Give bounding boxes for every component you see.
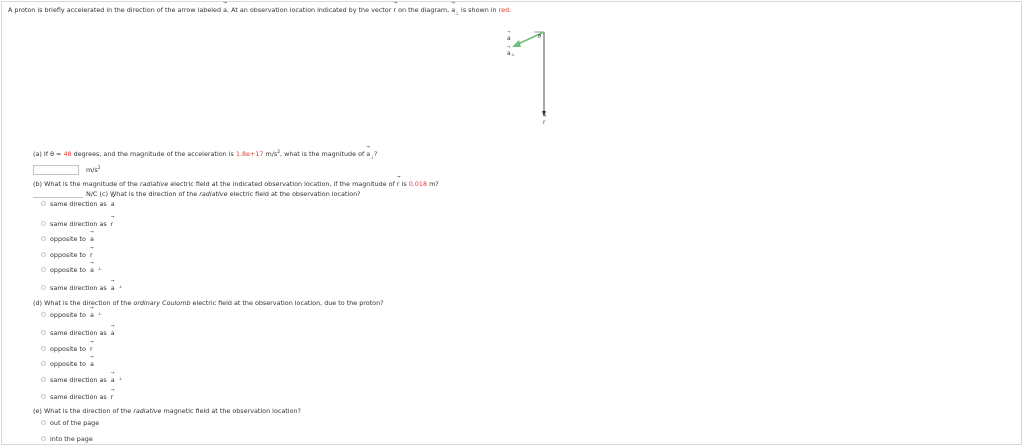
option-symbol: → a	[90, 235, 94, 243]
radio-button[interactable]	[41, 201, 46, 206]
option-label: opposite to	[50, 265, 86, 274]
option-label: same direction as	[50, 283, 107, 292]
vector-a-symbol: → a	[223, 6, 227, 14]
radio-button[interactable]	[41, 394, 46, 399]
label-theta: θ	[538, 34, 542, 40]
option-symbol: → r	[111, 220, 114, 228]
vector-r-symbol: → r	[393, 6, 396, 14]
part-c-option-1[interactable]	[41, 199, 115, 208]
acceleration-arrowhead	[512, 40, 521, 47]
part-a-answer-input[interactable]	[33, 165, 79, 175]
part-a-unit: $m/s^2$	[86, 165, 101, 174]
option-symbol: → r	[90, 345, 93, 353]
part-b-question: (b) What is the magnitude of the radiative electric field at the indicated observation location, if the magnitude of → r is 0.018 m?	[33, 180, 439, 188]
label-a-arrow: →	[507, 29, 511, 34]
part-c-option-2[interactable]	[41, 219, 113, 228]
radio-button[interactable]	[41, 221, 46, 226]
part-c-option-6[interactable]: same direction as → a ⊥	[41, 283, 122, 292]
option-symbol: → r	[90, 251, 93, 259]
part-d-option-1[interactable]: opposite to → a ⊥	[41, 310, 102, 319]
label-r: r	[543, 119, 546, 126]
theta-value: 48	[63, 150, 72, 158]
option-label: same direction as	[50, 219, 107, 228]
radio-button[interactable]	[41, 361, 46, 366]
option-symbol: → a	[111, 200, 115, 208]
option-label: same direction as	[50, 328, 107, 337]
part-a-question: (a) If θ = 48 degrees, and the magnitude of the acceleration is 1.8e+17 $m/s^2$, what is the magnitude of → $a_\perp$?	[33, 150, 377, 158]
label-aperp: a	[507, 50, 511, 57]
radio-button[interactable]	[41, 436, 46, 441]
option-symbol: → a	[111, 329, 115, 337]
label-aperp-arrow: →	[507, 44, 511, 49]
option-label: into the page	[50, 434, 93, 443]
radio-button[interactable]	[41, 330, 46, 335]
radio-button[interactable]	[41, 267, 46, 272]
option-label: opposite to	[50, 344, 86, 353]
option-symbol: → a	[90, 311, 94, 319]
option-label: same direction as	[50, 392, 107, 401]
part-d-option-4[interactable]	[41, 359, 94, 368]
option-symbol: → a	[90, 266, 94, 274]
accel-value: 1.8e+17	[235, 150, 264, 158]
option-label: same direction as	[50, 375, 107, 384]
option-symbol: → r	[111, 393, 114, 401]
radio-button[interactable]	[41, 312, 46, 317]
radio-button[interactable]	[41, 252, 46, 257]
option-label: opposite to	[50, 250, 86, 259]
part-c-option-5[interactable]: opposite to → a ⊥	[41, 265, 102, 274]
radio-button[interactable]	[41, 285, 46, 290]
part-d-option-6[interactable]	[41, 392, 113, 401]
option-label: opposite to	[50, 234, 86, 243]
r-value: 0.018	[408, 180, 428, 188]
part-d-question: (d) What is the direction of the ordinary Coulomb electric field at the observation location, due to the proton?	[33, 299, 384, 307]
radio-button[interactable]	[41, 420, 46, 425]
part-b-answer-input[interactable]	[33, 188, 83, 198]
intro-text: A proton is briefly accelerated in the direction of the arrow labeled → a. At an observation location indicated by the vector → r on the diagram, → $a_\perp$ is shown in red.	[8, 6, 511, 14]
option-label: opposite to	[50, 359, 86, 368]
label-aperp-sub: ⊥	[511, 53, 515, 58]
option-symbol: → a	[90, 360, 94, 368]
radio-button[interactable]	[41, 377, 46, 382]
part-c-option-3[interactable]	[41, 234, 94, 243]
part-b-unit-and-part-c: N/C (c) What is the direction of the radiative electric field at the observation location?	[86, 190, 361, 198]
part-e-question: (e) What is the direction of the radiative magnetic field at the observation location?	[33, 407, 301, 415]
part-e-option-2[interactable]	[41, 434, 93, 443]
radio-button[interactable]	[41, 346, 46, 351]
part-d-option-3[interactable]	[41, 344, 93, 353]
option-label: out of the page	[50, 418, 100, 427]
option-symbol: → a	[111, 376, 115, 384]
option-symbol: → a	[111, 284, 115, 292]
option-label: opposite to	[50, 310, 86, 319]
part-c-option-4[interactable]	[41, 250, 93, 259]
part-d-option-5[interactable]: same direction as → a ⊥	[41, 375, 122, 384]
option-label: same direction as	[50, 199, 107, 208]
proton-diagram	[500, 28, 560, 126]
vector-aperp-symbol: → a	[451, 6, 455, 14]
part-e-option-1[interactable]	[41, 418, 99, 427]
radio-button[interactable]	[41, 236, 46, 241]
label-r-arrow: →	[543, 113, 547, 118]
label-a: a	[507, 35, 511, 42]
part-d-option-2[interactable]	[41, 328, 115, 337]
